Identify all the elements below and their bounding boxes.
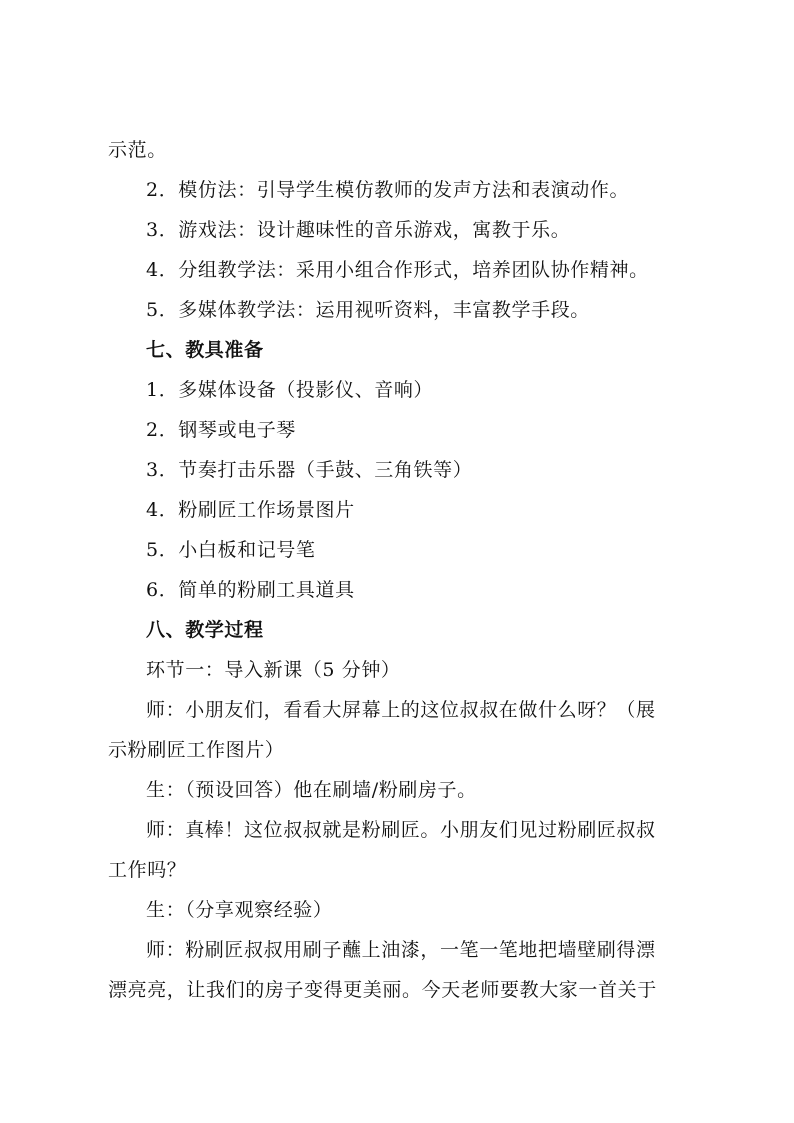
aid-item-3: 3．节奏打击乐器（手鼓、三角铁等） (146, 459, 473, 481)
aid-item-5: 5．小白板和记号笔 (146, 539, 316, 561)
text-line: 示范。 (108, 139, 167, 161)
method-item-3: 3．游戏法：设计趣味性的音乐游戏，寓教于乐。 (146, 219, 571, 241)
aid-item-6: 6．简单的粉刷工具道具 (146, 579, 355, 601)
dialogue-line: 师：真棒！这位叔叔就是粉刷匠。小朋友们见过粉刷匠叔叔 (146, 819, 656, 841)
dialogue-line-continuation: 工作吗？ (108, 859, 187, 881)
aid-item-2: 2．钢琴或电子琴 (146, 419, 296, 441)
section-heading-teaching-aids: 七、教具准备 (146, 339, 264, 361)
dialogue-line-continuation: 示粉刷匠工作图片） (108, 739, 285, 761)
dialogue-line: 生：（分享观察经验） (146, 899, 333, 921)
aid-item-1: 1．多媒体设备（投影仪、音响） (146, 379, 434, 401)
dialogue-line-continuation: 漂亮亮，让我们的房子变得更美丽。今天老师要教大家一首关于 (108, 979, 657, 1001)
aid-item-4: 4．粉刷匠工作场景图片 (146, 499, 355, 521)
dialogue-line: 生：（预设回答）他在刷墙/粉刷房子。 (146, 779, 477, 801)
method-item-4: 4．分组教学法：采用小组合作形式，培养团队协作精神。 (146, 259, 649, 281)
step-heading: 环节一：导入新课（5 分钟） (146, 659, 401, 681)
method-item-2: 2．模仿法：引导学生模仿教师的发声方法和表演动作。 (146, 179, 630, 201)
section-heading-teaching-process: 八、教学过程 (146, 619, 264, 641)
dialogue-line: 师：粉刷匠叔叔用刷子蘸上油漆，一笔一笔地把墙壁刷得漂 (146, 939, 656, 961)
method-item-5: 5．多媒体教学法：运用视听资料，丰富教学手段。 (146, 299, 590, 321)
dialogue-line: 师：小朋友们，看看大屏幕上的这位叔叔在做什么呀？（展 (146, 699, 656, 721)
